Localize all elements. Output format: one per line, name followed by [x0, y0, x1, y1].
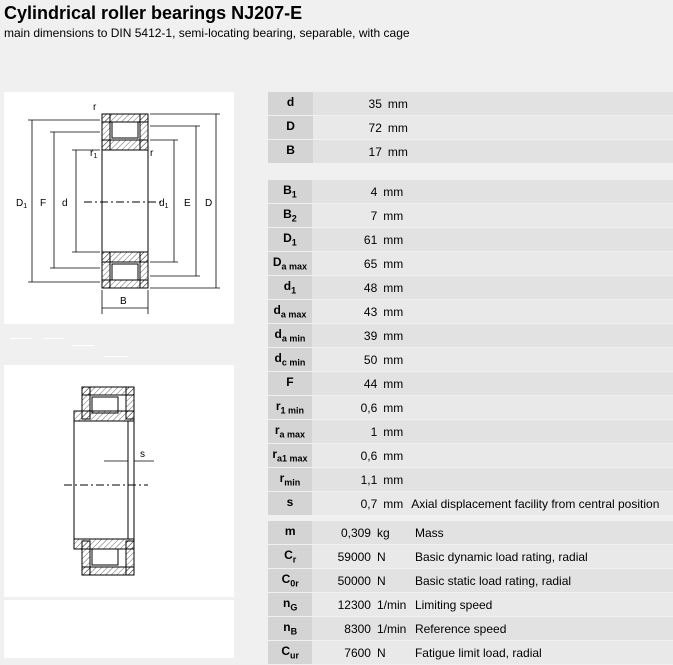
value-cell: 0,309 kg — [312, 521, 411, 545]
table-row — [268, 116, 673, 140]
divider — [72, 345, 94, 346]
table-row — [268, 492, 673, 516]
dimensions-table — [268, 180, 673, 516]
label-r-right: r — [150, 148, 154, 159]
value-cell: 0,6 mm — [312, 396, 407, 420]
value-cell: 7 mm — [312, 204, 407, 228]
symbol-cell: $B_2$ — [268, 204, 312, 228]
description-cell — [407, 204, 673, 228]
table-row — [268, 444, 673, 468]
description-cell: Basic static load rating, radial — [411, 569, 673, 593]
page-title: Cylindrical roller bearings NJ207-E — [4, 3, 303, 23]
label-D1: $D_1$ — [16, 198, 28, 210]
divider — [104, 356, 128, 357]
table-row — [268, 228, 673, 252]
description-cell: Mass — [411, 521, 673, 545]
divider — [44, 338, 64, 339]
symbol-cell: $n_B$ — [268, 617, 312, 641]
symbol-cell: s — [268, 492, 312, 516]
value-cell: 35 mm — [313, 92, 412, 116]
symbol-cell: $r_{a max}$ — [268, 420, 312, 444]
value-cell: 72 mm — [313, 116, 412, 140]
symbol-cell: $r_{min}$ — [268, 468, 312, 492]
value-cell: 7600 N — [312, 641, 411, 665]
symbol-cell: $r_{a1 max}$ — [268, 444, 312, 468]
description-cell — [412, 116, 673, 140]
description-cell — [407, 228, 673, 252]
value-cell: 0,7 mm — [312, 492, 407, 516]
value-cell: 1,1 mm — [312, 468, 407, 492]
symbol-cell: $C_r$ — [268, 545, 312, 569]
axial-displacement-drawing — [4, 365, 234, 597]
symbol-cell: $D_{a max}$ — [268, 252, 312, 276]
description-cell — [407, 372, 673, 396]
table-row — [268, 92, 673, 116]
description-cell — [407, 180, 673, 204]
symbol-cell: $d_{a min}$ — [268, 324, 312, 348]
table-row — [268, 372, 673, 396]
value-cell: 61 mm — [312, 228, 407, 252]
page-subtitle: main dimensions to DIN 5412-1, semi-locating bearing, separable, with cage — [4, 26, 410, 40]
divider — [10, 338, 32, 339]
description-cell — [407, 252, 673, 276]
description-cell — [407, 300, 673, 324]
bearing-dimension-drawing — [4, 92, 234, 324]
value-cell: 1 mm — [312, 420, 407, 444]
value-cell: 8300 1/min — [312, 617, 411, 641]
symbol-cell: $d_{a max}$ — [268, 300, 312, 324]
table-row — [268, 545, 673, 569]
symbol-cell: $d_{c min}$ — [268, 348, 312, 372]
symbol-cell: $C_{0r}$ — [268, 569, 312, 593]
table-row — [268, 468, 673, 492]
symbol-cell: B — [268, 140, 313, 164]
description-cell — [407, 468, 673, 492]
value-cell: 4 mm — [312, 180, 407, 204]
description-cell: Limiting speed — [411, 593, 673, 617]
value-cell: 65 mm — [312, 252, 407, 276]
symbol-cell: $B_1$ — [268, 180, 312, 204]
table-row — [268, 420, 673, 444]
symbol-cell: $r_{1 min}$ — [268, 396, 312, 420]
table-row — [268, 140, 673, 164]
table-row — [268, 252, 673, 276]
description-cell — [407, 276, 673, 300]
value-cell: 43 mm — [312, 300, 407, 324]
value-cell: 0,6 mm — [312, 444, 407, 468]
value-cell: 50 mm — [312, 348, 407, 372]
label-F: F — [40, 198, 47, 209]
value-cell: 17 mm — [313, 140, 412, 164]
description-cell: Basic dynamic load rating, radial — [411, 545, 673, 569]
description-cell: Reference speed — [411, 617, 673, 641]
table-row — [268, 396, 673, 420]
symbol-cell: $n_G$ — [268, 593, 312, 617]
value-cell: 39 mm — [312, 324, 407, 348]
symbol-cell: m — [268, 521, 312, 545]
symbol-cell: $D_1$ — [268, 228, 312, 252]
label-D: D — [205, 198, 213, 209]
symbol-cell: $C_{ur}$ — [268, 641, 312, 665]
description-cell — [412, 92, 673, 116]
symbol-cell: F — [268, 372, 312, 396]
description-cell: Axial displacement facility from central position — [407, 492, 673, 516]
label-E: E — [184, 198, 191, 209]
table-row — [268, 593, 673, 617]
description-cell — [407, 444, 673, 468]
description-cell — [407, 324, 673, 348]
value-cell: 44 mm — [312, 372, 407, 396]
symbol-cell: d — [268, 92, 313, 116]
label-s: s — [140, 449, 145, 460]
table-row — [268, 617, 673, 641]
label-d: d — [62, 198, 68, 209]
table-row — [268, 324, 673, 348]
value-cell: 50000 N — [312, 569, 411, 593]
table-row — [268, 204, 673, 228]
symbol-cell: $d_1$ — [268, 276, 312, 300]
main-dimensions-table — [268, 92, 673, 164]
description-cell — [412, 140, 673, 164]
value-cell: 12300 1/min — [312, 593, 411, 617]
label-d1: $d_1$ — [159, 198, 169, 210]
label-r-top: r — [93, 102, 97, 113]
table-row — [268, 180, 673, 204]
value-cell: 59000 N — [312, 545, 411, 569]
symbol-cell: D — [268, 116, 313, 140]
table-row — [268, 641, 673, 665]
description-cell: Fatigue limit load, radial — [411, 641, 673, 665]
table-row — [268, 276, 673, 300]
label-B: B — [120, 296, 127, 307]
table-row — [268, 521, 673, 545]
description-cell — [407, 396, 673, 420]
table-row — [268, 348, 673, 372]
value-cell: 48 mm — [312, 276, 407, 300]
ratings-table — [268, 521, 673, 665]
description-cell — [407, 348, 673, 372]
table-row — [268, 569, 673, 593]
label-r1: $r_1$ — [90, 148, 98, 160]
description-cell — [407, 420, 673, 444]
figure-placeholder — [4, 600, 234, 658]
table-row — [268, 300, 673, 324]
